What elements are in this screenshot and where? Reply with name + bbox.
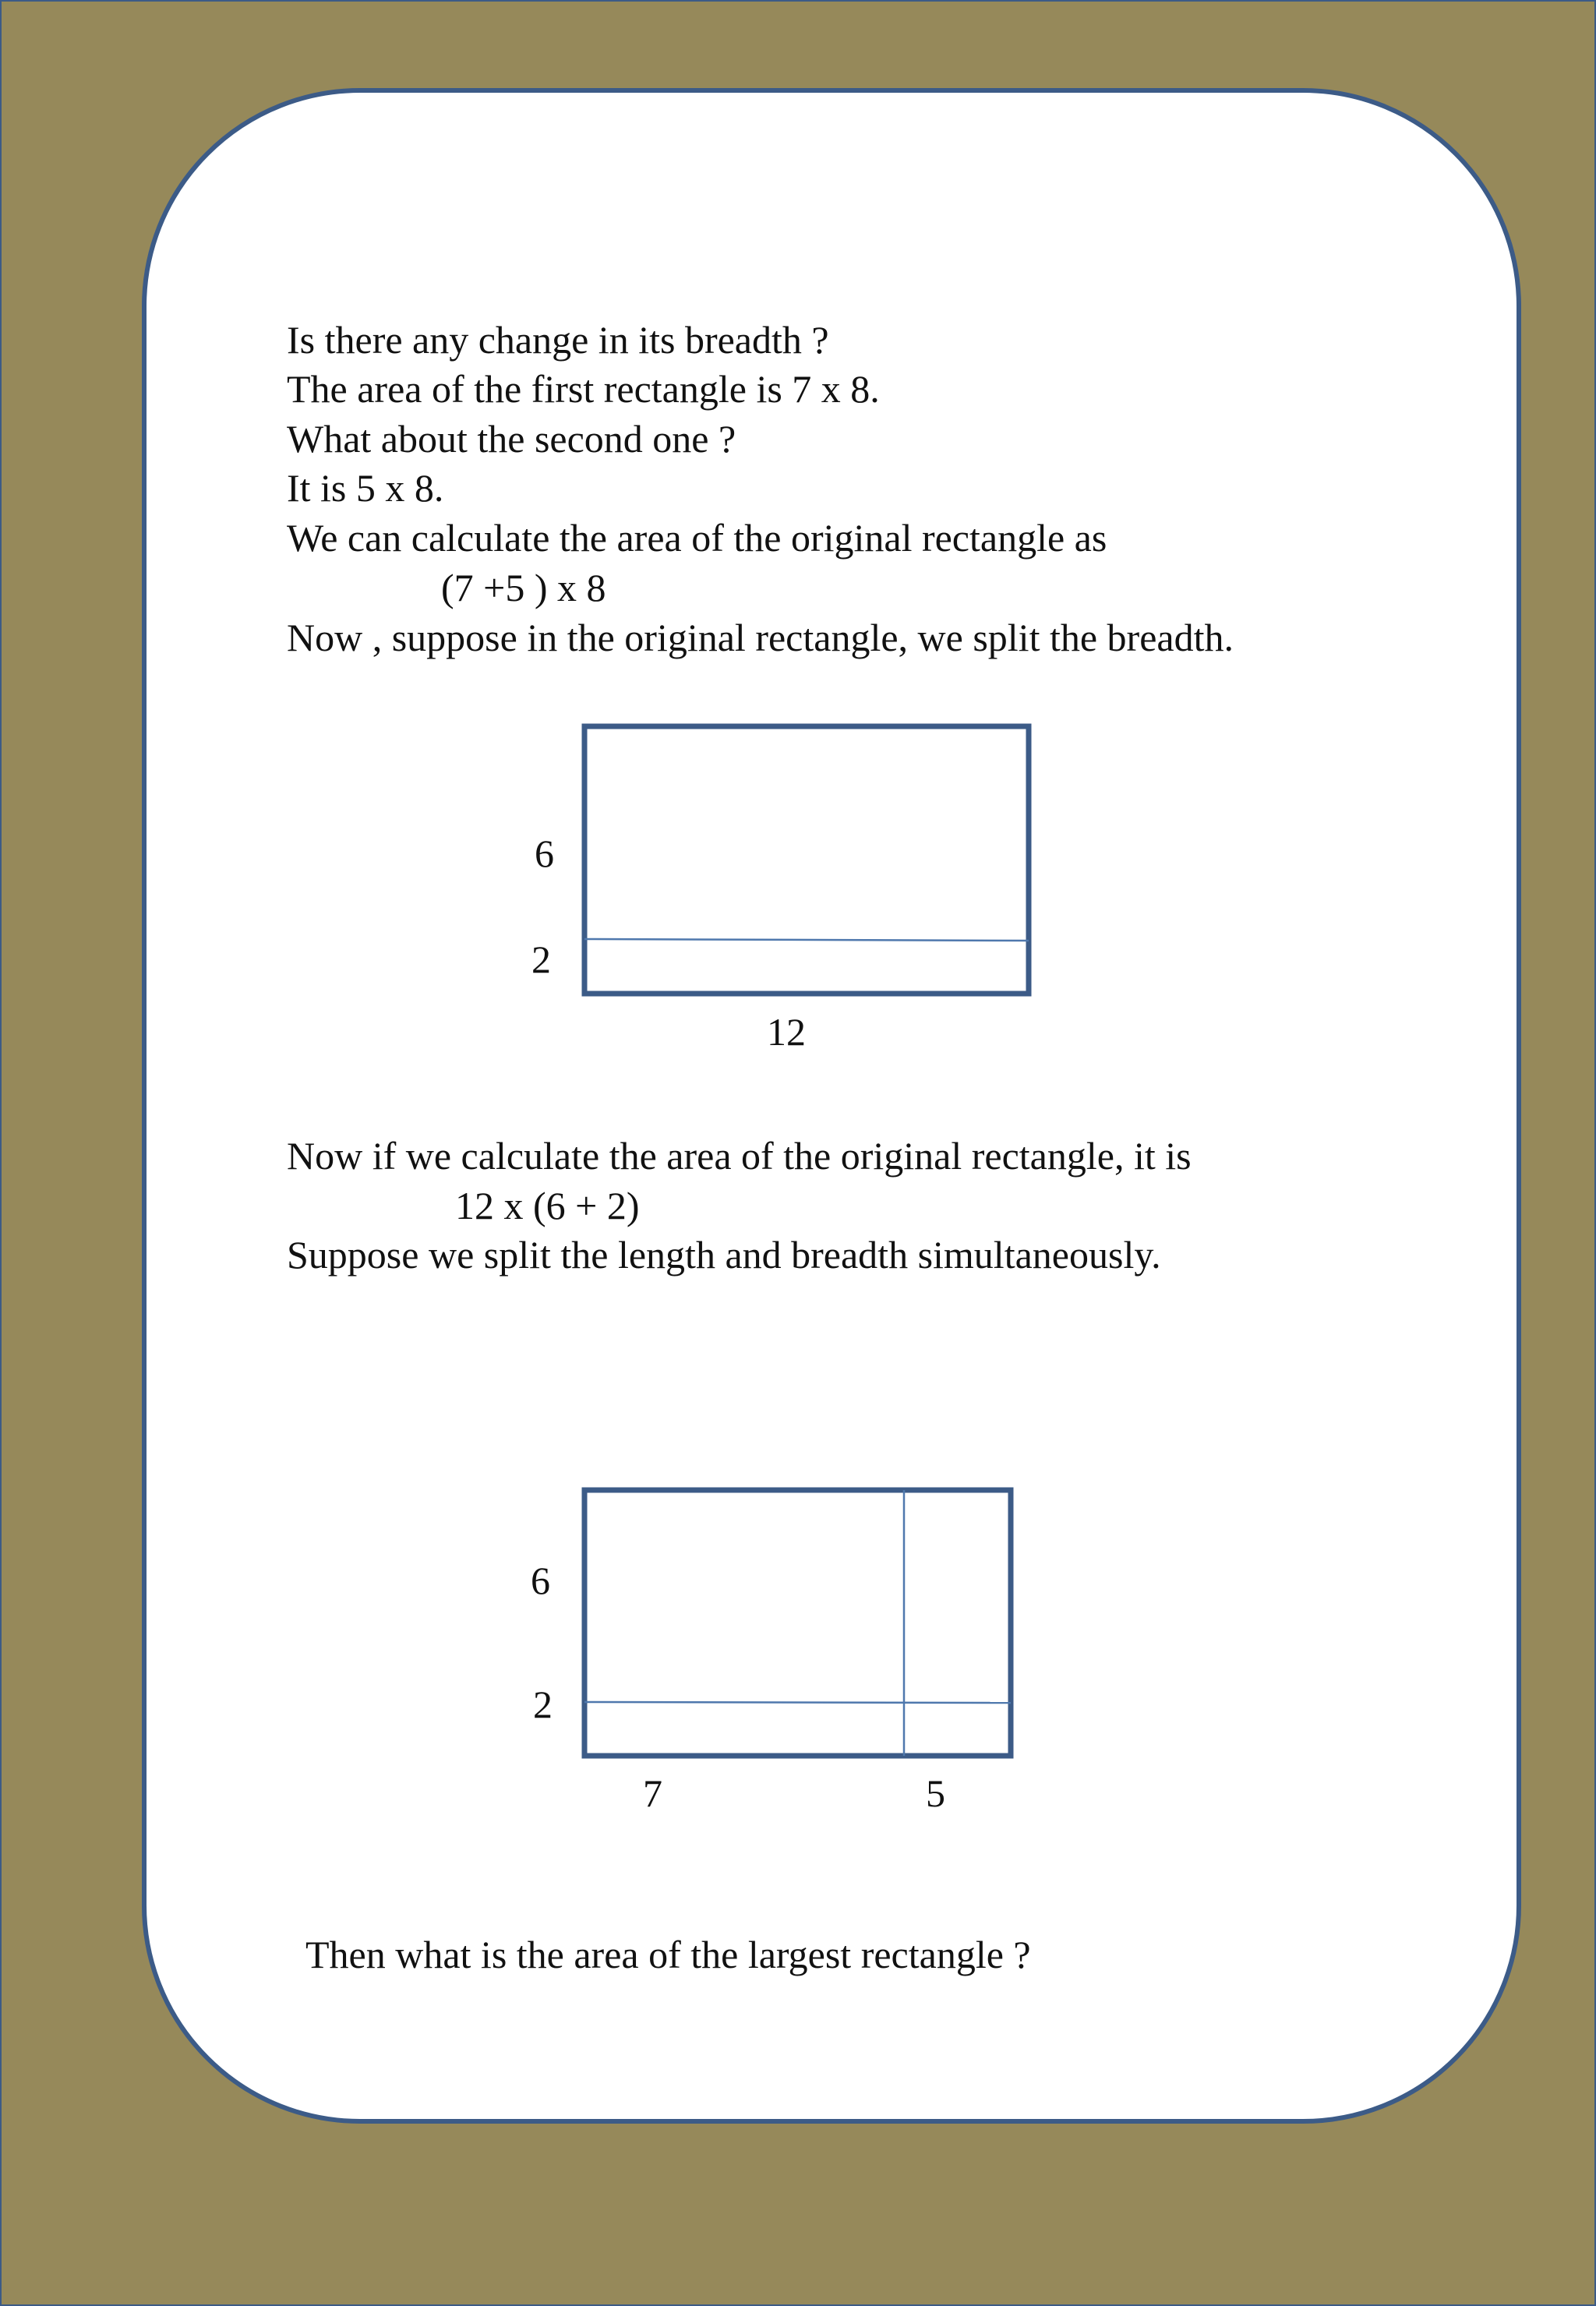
breadth-split-line	[584, 939, 1029, 941]
text-line-7: Now , suppose in the original rectangle, we split the breadth.	[287, 616, 1234, 659]
text-line-3: What about the second one ?	[287, 417, 736, 461]
text-line-1: Is there any change in its breadth ?	[287, 318, 829, 362]
text-line-4: It is 5 x 8.	[287, 466, 444, 510]
diagram1-label-6: 6	[535, 832, 554, 875]
text-line-6: (7 +5 ) x 8	[441, 566, 606, 609]
rectangle-diagram-2	[577, 1481, 1021, 1769]
diagram1-label-12: 12	[767, 1010, 806, 1054]
outer-rectangle	[584, 726, 1029, 994]
text-line-9: 12 x (6 + 2)	[455, 1184, 640, 1227]
breadth-split-line	[584, 1702, 1011, 1703]
text-line-8: Now if we calculate the area of the original rectangle, it is	[287, 1134, 1192, 1178]
text-line-2: The area of the first rectangle is 7 x 8.	[287, 367, 880, 411]
text-line-10: Suppose we split the length and breadth simultaneously.	[287, 1233, 1161, 1277]
text-line-11: Then what is the area of the largest rectangle ?	[305, 1933, 1031, 1976]
diagram2-label-6: 6	[531, 1559, 550, 1602]
rectangle-diagram-1	[577, 717, 1036, 1005]
diagram2-label-2: 2	[533, 1683, 553, 1726]
text-line-5: We can calculate the area of the original rectangle as	[287, 516, 1107, 560]
diagram2-label-5: 5	[926, 1771, 945, 1815]
outer-rectangle	[584, 1490, 1011, 1756]
diagram2-label-7: 7	[643, 1771, 662, 1815]
diagram1-label-2: 2	[531, 938, 551, 981]
